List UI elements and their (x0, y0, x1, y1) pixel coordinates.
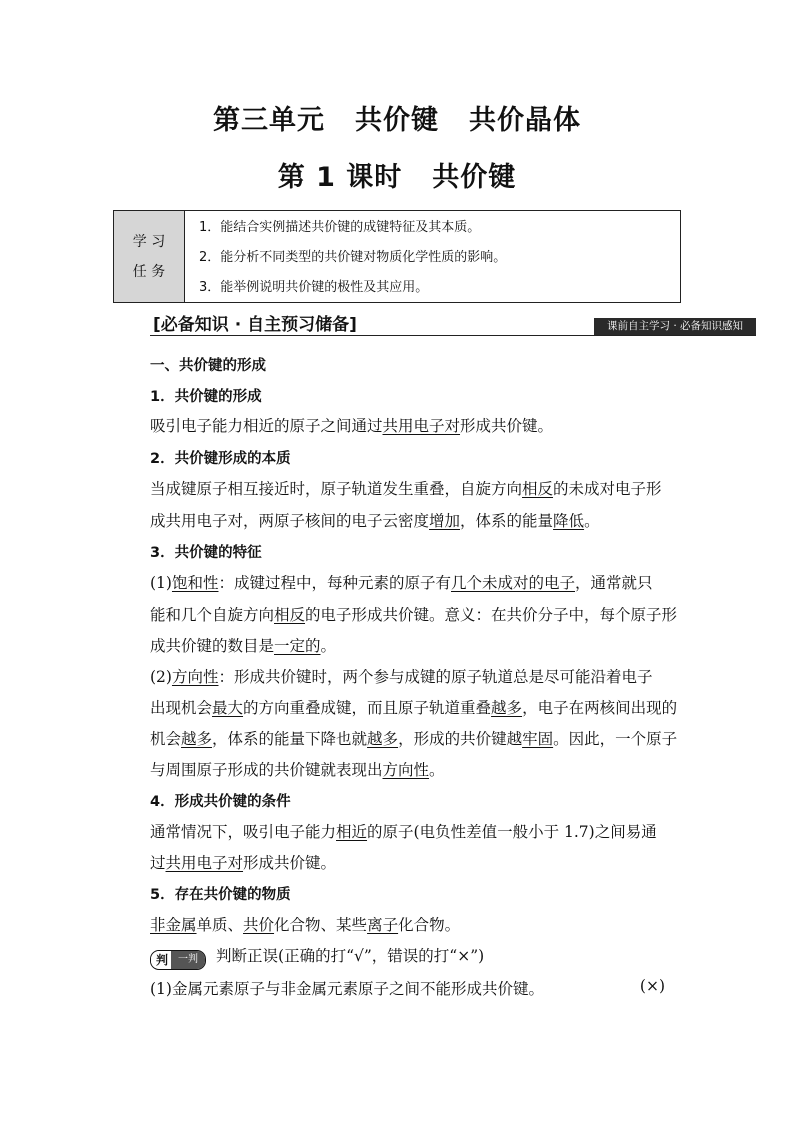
paragraph-3a-line-1 (150, 571, 680, 593)
learning-task-item: 2．能分析不同类型的共价键对物质化学性质的影响。 (199, 250, 507, 265)
text: 成共用电子对，两原子核间的电子云密度 (150, 512, 430, 530)
lesson-title (0, 155, 794, 194)
paragraph-2-line-2 (150, 509, 680, 531)
judge-icon-char: 判 (151, 951, 171, 968)
text: 单质、 (196, 916, 244, 934)
underlined-answer: 相反 (274, 606, 306, 624)
text: 出现机会 (150, 699, 213, 717)
text: ，形成的共价键越 (398, 730, 523, 748)
paragraph-3b-line-3 (150, 727, 680, 749)
text: ，通常就只 (575, 574, 653, 592)
paragraph-3b-line-2 (150, 696, 680, 718)
subheading-3: 3．共价键的特征 (150, 545, 262, 561)
underlined-answer: 方向性 (382, 761, 430, 779)
unit-title (0, 98, 794, 137)
text: (2) (150, 668, 172, 686)
text: 。 (584, 512, 600, 530)
learning-task-head (114, 211, 185, 302)
paragraph-4-line-1 (150, 820, 680, 842)
unit-title-part: 共价晶体 (469, 105, 581, 136)
question-answer: (×) (639, 977, 665, 995)
underlined-answer: 非金属 (150, 916, 197, 934)
judge-prompt (150, 944, 680, 970)
text: 的未成对电子形 (553, 480, 662, 498)
underlined-answer: 共用电子对 (382, 417, 461, 435)
learning-task-head-line: 学 习 (132, 233, 166, 250)
text: 的原子(电负性差值一般小于 1.7)之间易通 (367, 823, 657, 841)
underlined-answer: 越多 (491, 699, 523, 717)
text: 机会 (150, 730, 182, 748)
underlined-answer: 几个未成对的电子 (451, 574, 576, 592)
underlined-answer: 相近 (336, 823, 368, 841)
paragraph-3a-line-2 (150, 603, 680, 625)
underlined-answer: 共用电子对 (165, 854, 244, 872)
question-text: (1)金属元素原子与非金属元素原子之间不能形成共价键。 (150, 980, 544, 998)
underlined-answer: 共价 (243, 916, 275, 934)
text: 的方向重叠成键，而且原子轨道重叠 (243, 699, 492, 717)
text: ，体系的能量 (460, 512, 554, 530)
text: ，电子在两核间出现的 (522, 699, 678, 717)
text: ，体系的能量下降也就 (212, 730, 368, 748)
underlined-answer: 增加 (429, 512, 461, 530)
subheading-1: 1．共价键的形成 (150, 389, 262, 405)
learning-task-item: 3．能举例说明共价键的极性及其应用。 (199, 280, 429, 295)
subheading-5: 5．存在共价键的物质 (150, 887, 291, 903)
text: 能和几个自旋方向 (150, 606, 275, 624)
underlined-answer: 越多 (367, 730, 399, 748)
judge-icon (150, 950, 206, 970)
text: 化合物、某些 (274, 916, 368, 934)
underlined-answer: 牢固 (522, 730, 554, 748)
text: 当成键原子相互接近时，原子轨道发生重叠，自旋方向 (150, 480, 523, 498)
text: ：成键过程中，每种元素的原子有 (218, 574, 451, 592)
underlined-answer: 离子 (367, 916, 399, 934)
underlined-answer: 最大 (212, 699, 244, 717)
learning-task-box (113, 210, 681, 303)
question-1 (150, 977, 665, 999)
paragraph-3b-line-1 (150, 665, 680, 687)
paragraph-2-line-1 (150, 477, 680, 499)
judge-icon-label: 一判 (171, 951, 205, 969)
judge-instruction: 判断正误(正确的打“√”，错误的打“×”) (216, 947, 485, 965)
unit-title-part: 共价键 (355, 105, 439, 136)
learning-task-head-line: 任 务 (132, 263, 166, 280)
paragraph-1 (150, 414, 680, 436)
underlined-answer: 饱和性 (171, 574, 219, 592)
text: ：形成共价键时，两个参与成键的原子轨道总是尽可能沿着电子 (218, 668, 653, 686)
subheading-2: 2．共价键形成的本质 (150, 451, 291, 467)
paragraph-3a-line-3 (150, 634, 680, 656)
text: 。 (320, 637, 337, 655)
text: 的电子形成共价键。意义：在共价分子中，每个原子形 (305, 606, 678, 624)
text: 形成共价键。 (460, 417, 554, 435)
text: (1) (150, 574, 172, 592)
paragraph-5 (150, 913, 680, 935)
underlined-answer: 降低 (553, 512, 585, 530)
text: 与周围原子形成的共价键就表现出 (150, 761, 383, 779)
section-heading: [必备知识 · 自主预习储备] (153, 315, 357, 335)
underlined-answer: 越多 (181, 730, 213, 748)
heading-formation: 一、共价键的形成 (150, 358, 266, 374)
text: 过 (150, 854, 166, 872)
unit-title-part: 第三单元 (213, 105, 325, 136)
text: 。 (429, 761, 445, 779)
learning-task-list (185, 211, 680, 302)
paragraph-3b-line-4 (150, 758, 680, 780)
lesson-title-part: 第 1 课时 (277, 162, 403, 193)
underlined-answer: 方向性 (171, 668, 219, 686)
paragraph-4-line-2 (150, 851, 680, 873)
section-divider (150, 335, 756, 336)
text: 化合物。 (398, 916, 461, 934)
section-tag: 课前自主学习 · 必备知识感知 (594, 318, 756, 335)
lesson-title-part: 共价键 (432, 162, 517, 193)
learning-task-item: 1．能结合实例描述共价键的成键特征及其本质。 (199, 220, 481, 235)
text: 通常情况下，吸引电子能力 (150, 823, 337, 841)
underlined-answer: 一定的 (274, 637, 321, 655)
text: 。因此，一个原子 (553, 730, 678, 748)
text: 成共价键的数目是 (150, 637, 275, 655)
text: 形成共价键。 (243, 854, 337, 872)
subheading-4: 4．形成共价键的条件 (150, 794, 291, 810)
underlined-answer: 相反 (522, 480, 554, 498)
text: 吸引电子能力相近的原子之间通过 (150, 417, 383, 435)
